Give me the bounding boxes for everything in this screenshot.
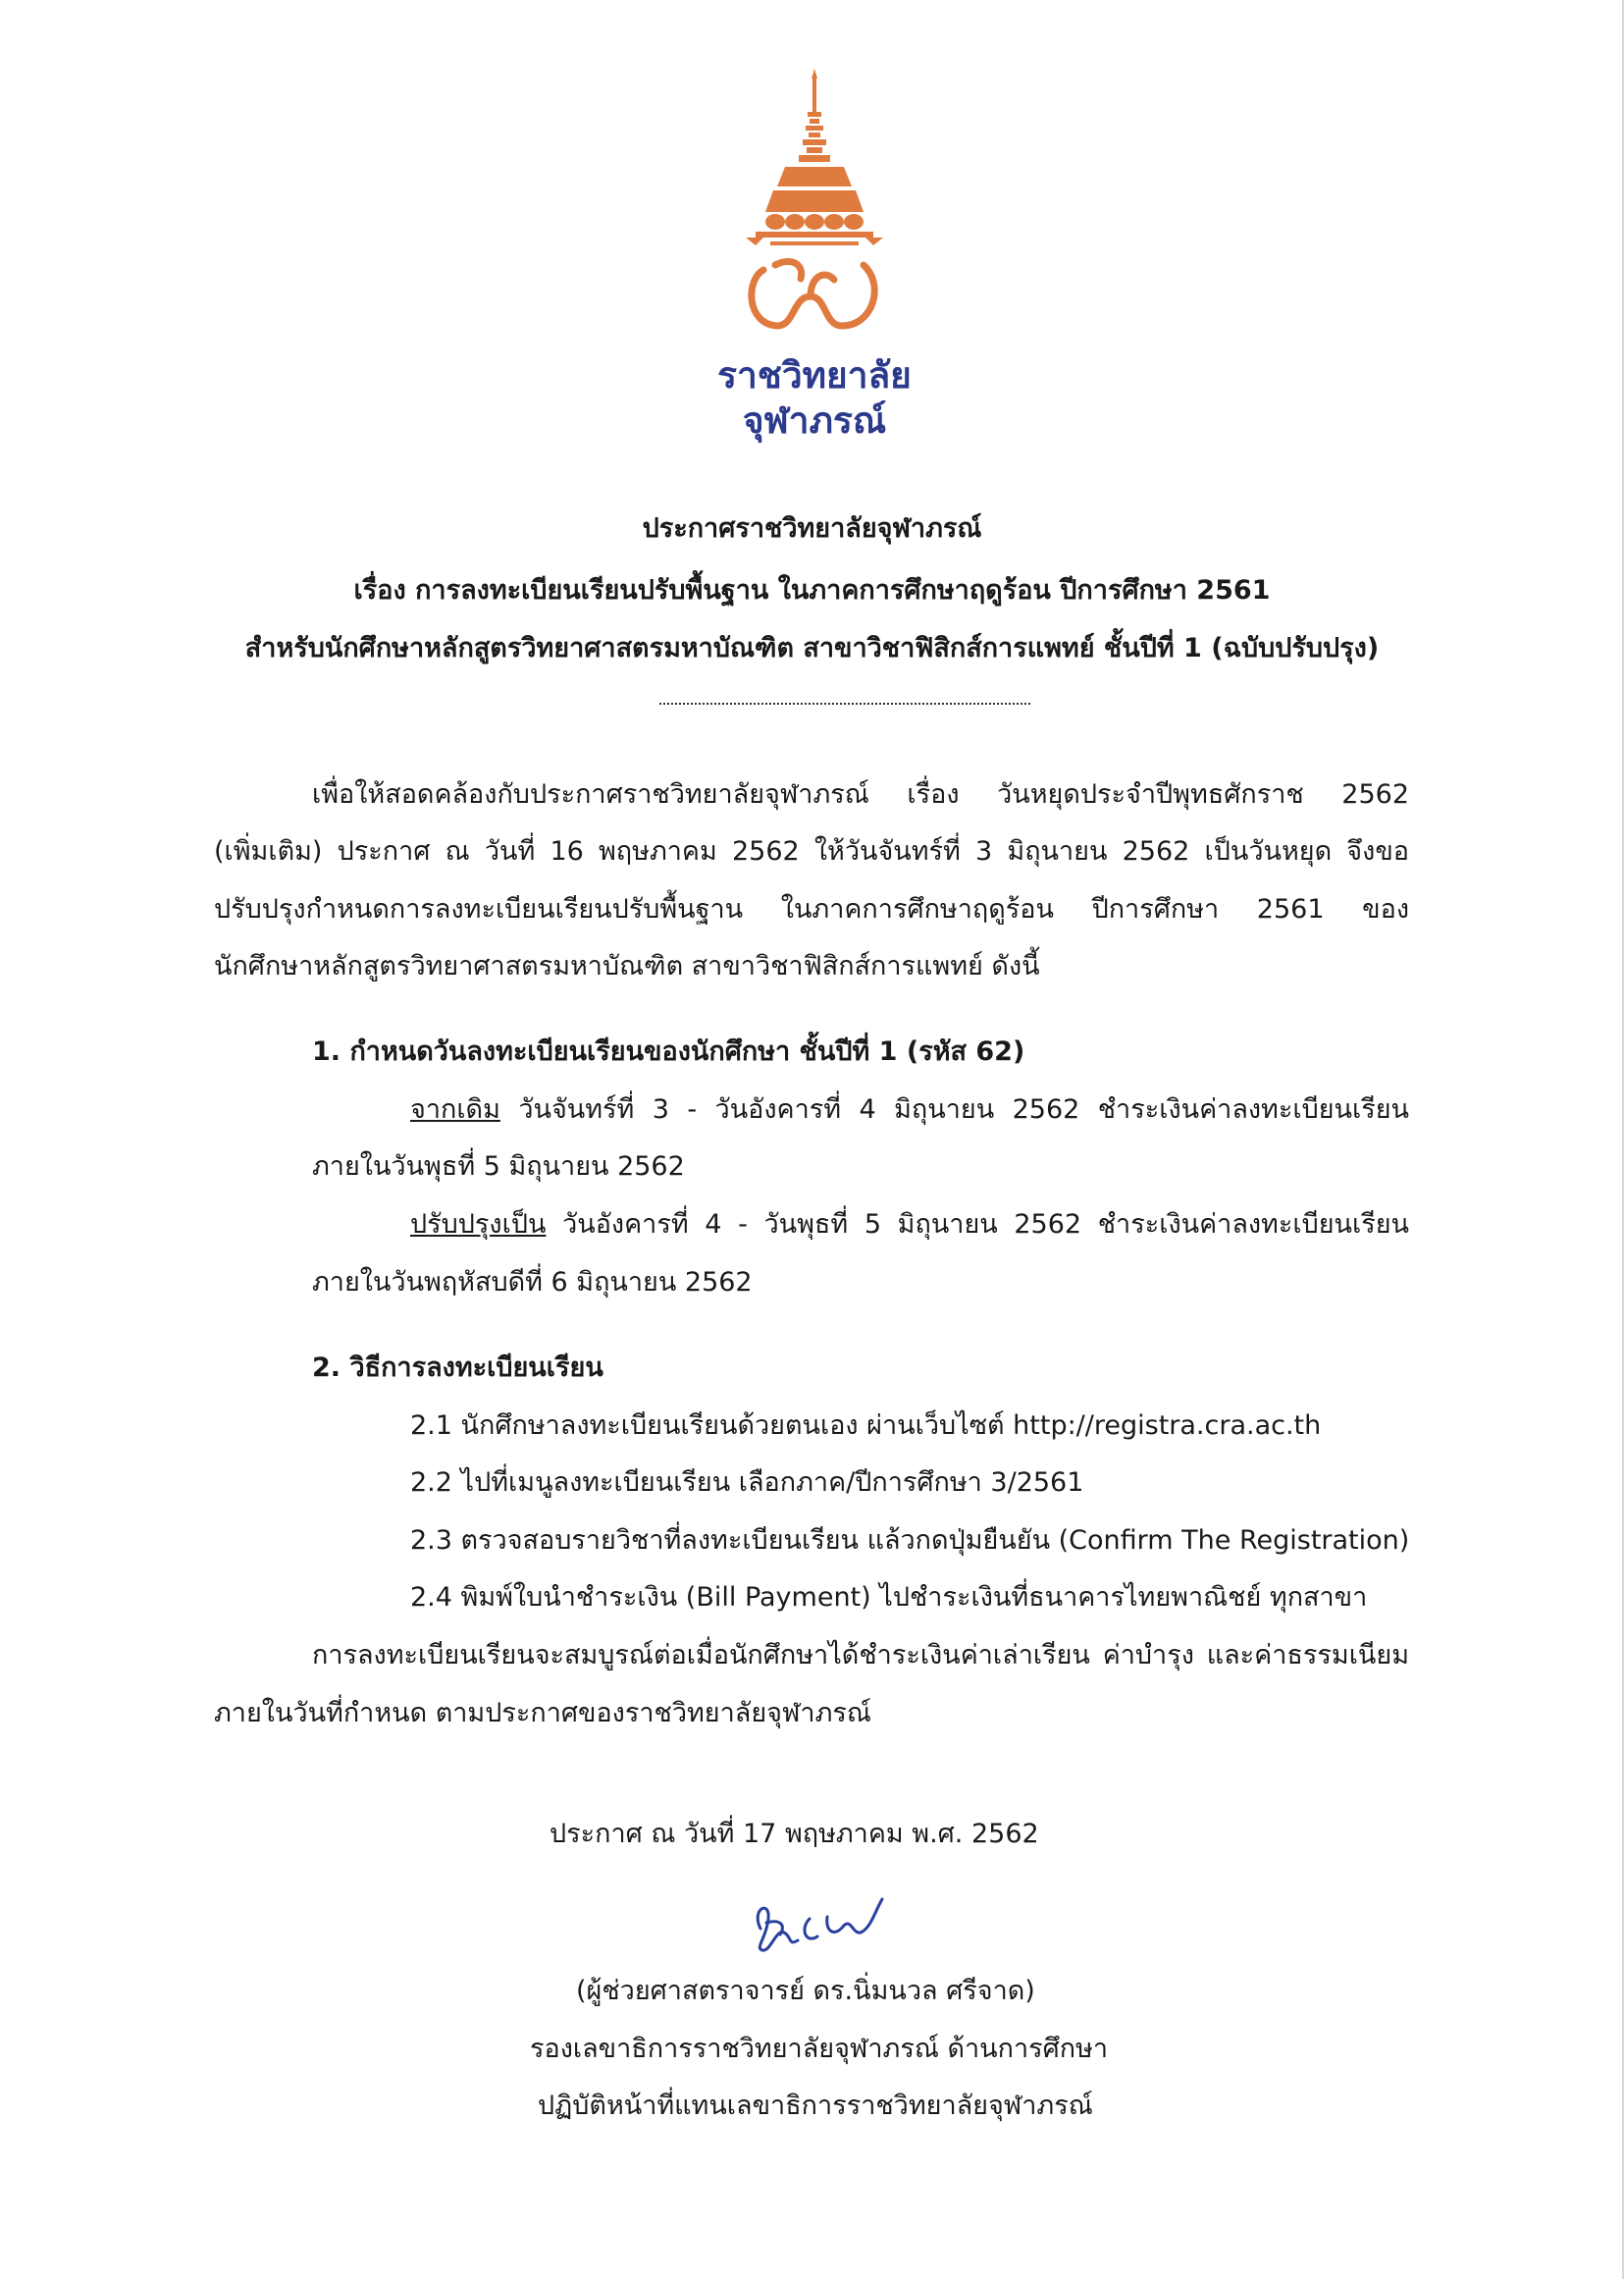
intro-line-4: นักศึกษาหลักสูตรวิทยาศาสตรมหาบัณฑิต สาขาวิชาฟิสิกส์การแพทย์ ดังนี้ [214, 951, 1040, 981]
intro-line-1: เพื่อให้สอดคล้องกับประกาศราชวิทยาลัยจุฬาภรณ์ เรื่อง วันหยุดประจำปีพุทธศักราช 2562 [312, 779, 1409, 810]
announcement-title: ประกาศราชวิทยาลัยจุฬาภรณ์ [642, 513, 982, 544]
step-2-1: 2.1 นักศึกษาลงทะเบียนเรียนด้วยตนเอง ผ่านเว็บไซต์ http://registra.cra.ac.th [410, 1410, 1322, 1441]
intro-line-3: ปรับปรุงกำหนดการลงทะเบียนเรียนปรับพื้นฐาน ในภาคการศึกษาฤดูร้อน ปีการศึกษา 2561 ของ [214, 894, 1409, 925]
signer-title-2: ปฏิบัติหน้าที่แทนเลขาธิการราชวิทยาลัยจุฬาภรณ์ [538, 2091, 1093, 2121]
signer-title-1: รองเลขาธิการราชวิทยาลัยจุฬาภรณ์ ด้านการศึกษา [530, 2034, 1109, 2064]
section1-revised [410, 1208, 1409, 1242]
signature-icon [741, 1889, 898, 1968]
logo-text-line1: ราชวิทยาลัย [717, 354, 912, 397]
revised-text: วันอังคารที่ 4 - วันพุธที่ 5 มิถุนายน 2562 ชำระเงินค่าลงทะเบียนเรียน [546, 1209, 1409, 1240]
original-label: จากเดิม [410, 1094, 500, 1125]
step-2-4: 2.4 พิมพ์ใบนำชำระเงิน (Bill Payment) ไปชำระเงินที่ธนาคารไทยพาณิชย์ ทุกสาขา [410, 1582, 1368, 1613]
section1-revised-cont: ภายในวันพฤหัสบดีที่ 6 มิถุนายน 2562 [312, 1267, 753, 1298]
section1-original [410, 1093, 1409, 1127]
section1-heading: 1. กำหนดวันลงทะเบียนเรียนของนักศึกษา ชั้นปีที่ 1 (รหัส 62) [312, 1036, 1025, 1067]
emblem-icon [716, 69, 913, 353]
announcement-audience: สำหรับนักศึกษาหลักสูตรวิทยาศาสตรมหาบัณฑิต สาขาวิชาฟิสิกส์การแพทย์ ชั้นปีที่ 1 (ฉบับปรับปรุง) [244, 633, 1380, 663]
title-divider [659, 703, 1030, 705]
step-2-2: 2.2 ไปที่เมนูลงทะเบียนเรียน เลือกภาค/ปีการศึกษา 3/2561 [410, 1467, 1084, 1498]
original-text: วันจันทร์ที่ 3 - วันอังคารที่ 4 มิถุนายน 2562 ชำระเงินค่าลงทะเบียนเรียน [499, 1094, 1409, 1125]
intro-line-2: (เพิ่มเติม) ประกาศ ณ วันที่ 16 พฤษภาคม 2562 ให้วันจันทร์ที่ 3 มิถุนายน 2562 เป็นวันหยุด จึงขอ [214, 836, 1409, 867]
registration-note-line2: ภายในวันที่กำหนด ตามประกาศของราชวิทยาลัยจุฬาภรณ์ [214, 1698, 871, 1728]
step-2-3: 2.3 ตรวจสอบรายวิชาที่ลงทะเบียนเรียน แล้วกดปุ่มยืนยัน (Confirm The Registration) [410, 1525, 1410, 1556]
signer-name: (ผู้ช่วยศาสตราจารย์ ดร.นิ่มนวล ศรีจาด) [576, 1976, 1035, 2006]
section1-original-cont: ภายในวันพุธที่ 5 มิถุนายน 2562 [312, 1151, 685, 1182]
registration-note-line1: การลงทะเบียนเรียนจะสมบูรณ์ต่อเมื่อนักศึกษาได้ชำระเงินค่าเล่าเรียน ค่าบำรุง และค่าธรรมเนียม [312, 1640, 1409, 1670]
announcement-date: ประกาศ ณ วันที่ 17 พฤษภาคม พ.ศ. 2562 [550, 1819, 1039, 1849]
revised-label: ปรับปรุงเป็น [410, 1209, 547, 1240]
announcement-subject: เรื่อง การลงทะเบียนเรียนปรับพื้นฐาน ในภาคการศึกษาฤดูร้อน ปีการศึกษา 2561 [353, 575, 1271, 606]
logo-text-line2: จุฬาภรณ์ [742, 399, 887, 442]
section2-heading: 2. วิธีการลงทะเบียนเรียน [312, 1352, 603, 1383]
institution-logo [716, 69, 913, 461]
